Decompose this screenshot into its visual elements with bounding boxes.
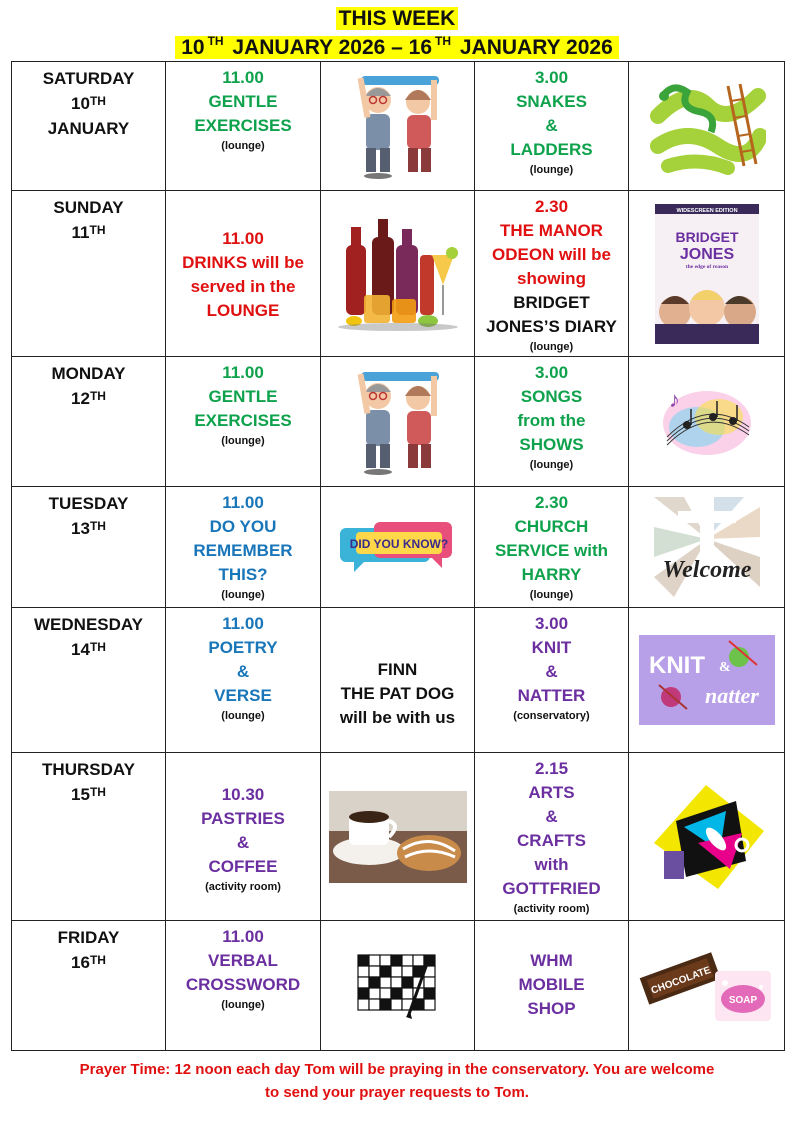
day-cell [12, 753, 166, 921]
day-number: 13 [71, 519, 90, 538]
activity-line: 3.00 [534, 68, 569, 87]
activity-line: 2.30 [534, 197, 569, 216]
morning-activity-cell [166, 608, 321, 753]
knit-natter-icon [629, 635, 784, 725]
morning-activity-cell [166, 357, 321, 487]
middle-event-line: will be with us [339, 708, 456, 727]
day-number: 11 [71, 223, 90, 242]
day-name: THURSDAY [42, 760, 135, 779]
afternoon-picture-cell [629, 487, 785, 608]
snakes-ladders-icon [629, 76, 784, 176]
middle-event-line: THE PAT DOG [340, 684, 455, 703]
drinks-icon [321, 215, 474, 333]
location-label: (lounge) [221, 710, 265, 722]
day-cell [12, 357, 166, 487]
activity-line: 2.15 [534, 759, 569, 778]
location-label: (lounge) [221, 435, 265, 447]
natter-text: natter [704, 683, 759, 708]
afternoon-activity-cell [475, 62, 629, 191]
morning-activity-cell [166, 487, 321, 608]
day-name: FRIDAY [57, 928, 120, 947]
activity-line: SERVICE with [494, 541, 609, 560]
welcome-text: Welcome [662, 557, 751, 583]
day-name: MONDAY [51, 364, 126, 383]
prayer-time-footer [0, 1058, 794, 1104]
activity-line: 11.00 [222, 493, 264, 512]
morning-picture-cell [321, 753, 475, 921]
activity-line: 11.00 [222, 68, 264, 87]
activity-line: COFFEE [208, 857, 278, 876]
activity-line: SNAKES [516, 92, 587, 111]
afternoon-activity-cell [475, 191, 629, 357]
location-label: (activity room) [513, 903, 590, 915]
activity-line: 3.00 [534, 614, 569, 633]
poster-title-2: JONES [679, 245, 734, 263]
day-suffix: TH [89, 953, 106, 967]
activity-line: SHOP [527, 999, 576, 1018]
afternoon-picture-cell [629, 608, 785, 753]
activity-line: LOUNGE [206, 301, 280, 320]
activity-line: 2.30 [534, 493, 569, 512]
day-row [12, 62, 785, 191]
activity-line: GOTTFRIED [502, 879, 601, 898]
weekly-schedule-table [11, 61, 785, 1051]
morning-activity-cell [166, 191, 321, 357]
footer-line-1: Prayer Time: 12 noon each day Tom will be praying in the conservatory. You are welcome [79, 1061, 715, 1078]
day-row [12, 608, 785, 753]
activity-line: served in the [190, 277, 296, 296]
activity-line: PASTRIES [201, 809, 285, 828]
activity-line: GENTLE [208, 92, 278, 111]
location-label: (lounge) [221, 140, 265, 152]
activity-line: 11.00 [222, 363, 264, 382]
activity-line: ODEON will be [491, 245, 612, 264]
location-label: (activity room) [205, 881, 281, 893]
day-name: WEDNESDAY [34, 615, 143, 634]
activity-line: ARTS [528, 783, 575, 802]
activity-line: EXERCISES [194, 116, 292, 135]
day-cell [12, 191, 166, 357]
day-row [12, 357, 785, 487]
day-row [12, 487, 785, 608]
morning-picture-cell [321, 608, 475, 753]
day-cell [12, 921, 166, 1051]
day-number: 14 [71, 640, 90, 659]
afternoon-picture-cell [629, 357, 785, 487]
knit-amp: & [718, 660, 731, 675]
day-name: SUNDAY [53, 198, 124, 217]
film-title-line: JONES’S DIARY [486, 317, 617, 336]
day-name: TUESDAY [48, 494, 129, 513]
day-row [12, 921, 785, 1051]
activity-line: from the [517, 411, 586, 430]
morning-picture-cell [321, 357, 475, 487]
middle-event-line: FINN [377, 660, 418, 679]
activity-line: with [534, 855, 569, 874]
activity-line: 3.00 [534, 363, 569, 382]
footer-line-2: to send your prayer requests to Tom. [265, 1084, 529, 1101]
day-month: JANUARY [47, 119, 130, 138]
activity-line: KNIT [531, 638, 572, 657]
day-suffix: TH [89, 94, 106, 108]
afternoon-activity-cell [475, 487, 629, 608]
activity-line: REMEMBER [193, 541, 293, 560]
activity-line: WHM [530, 951, 573, 970]
activity-line: EXERCISES [194, 411, 292, 430]
activity-line: 11.00 [222, 927, 264, 946]
activity-line: SONGS [520, 387, 583, 406]
arts-crafts-icon [629, 781, 784, 893]
activity-line: & [545, 116, 558, 135]
day-cell [12, 487, 166, 608]
morning-activity-cell [166, 921, 321, 1051]
chocolate-soap-icon [629, 941, 784, 1031]
poster-title-1: BRIDGET [675, 228, 738, 245]
title-this-week: THIS WEEK [0, 7, 794, 31]
activity-line: LADDERS [510, 140, 593, 159]
afternoon-picture-cell [629, 191, 785, 357]
afternoon-picture-cell [629, 62, 785, 191]
location-label: (lounge) [529, 341, 574, 353]
location-label: (lounge) [221, 589, 265, 601]
exercise-couple-icon [321, 366, 474, 478]
day-number: 10 [71, 94, 90, 113]
location-label: (lounge) [529, 589, 574, 601]
activity-line: POETRY [208, 638, 278, 657]
day-cell [12, 62, 166, 191]
knit-text: KNIT [648, 652, 705, 679]
activity-line: 11.00 [222, 229, 264, 248]
soap-text: SOAP [728, 994, 757, 1006]
day-suffix: TH [89, 640, 106, 654]
location-label: (lounge) [529, 164, 574, 176]
chocolate-text: CHOCOLATE [649, 964, 712, 997]
activity-line: VERBAL [208, 951, 278, 970]
day-name: SATURDAY [42, 69, 135, 88]
activity-line: SHOWS [519, 435, 584, 454]
location-label: (conservatory) [513, 710, 590, 722]
afternoon-picture-cell [629, 753, 785, 921]
morning-activity-cell [166, 62, 321, 191]
activity-line: MOBILE [518, 975, 585, 994]
music-notes-icon [629, 377, 784, 467]
activity-line: & [545, 662, 558, 681]
afternoon-activity-cell [475, 921, 629, 1051]
day-number: 15 [71, 785, 90, 804]
afternoon-picture-cell [629, 921, 785, 1051]
morning-picture-cell [321, 62, 475, 191]
did-you-know-icon [321, 518, 474, 576]
morning-picture-cell [321, 921, 475, 1051]
activity-line: CROSSWORD [185, 975, 301, 994]
location-label: (lounge) [529, 459, 574, 471]
exercise-couple-icon [321, 70, 474, 182]
location-label: (lounge) [221, 999, 265, 1011]
did-you-know-text: DID YOU KNOW? [349, 537, 448, 551]
day-row [12, 191, 785, 357]
day-number: 16 [71, 953, 90, 972]
activity-line: 10.30 [221, 785, 265, 804]
film-title-line: BRIDGET [513, 293, 590, 312]
activity-line: HARRY [521, 565, 582, 584]
activity-line: & [236, 662, 250, 681]
activity-line: VERSE [214, 686, 272, 705]
crossword-icon [321, 951, 474, 1021]
activity-line: GENTLE [208, 387, 278, 406]
title-date-range: 10 $^{TH}$ JANUARY 2026 – 16 $^{TH}$ JANUARY 2026 [0, 36, 794, 60]
day-suffix: TH [89, 785, 106, 799]
afternoon-activity-cell [475, 753, 629, 921]
welcome-cross-icon [629, 497, 784, 597]
activity-line: showing [517, 269, 586, 288]
day-suffix: TH [89, 519, 106, 533]
activity-line: 11.00 [222, 614, 264, 633]
activity-line: & [236, 833, 250, 852]
activity-line: DRINKS will be [182, 253, 304, 272]
day-number: 12 [71, 389, 90, 408]
afternoon-activity-cell [475, 608, 629, 753]
svg-text:♪: ♪ [668, 386, 680, 412]
activity-line: THIS? [218, 565, 268, 584]
day-suffix: TH [89, 389, 106, 403]
poster-tagline: the edge of reason [685, 263, 728, 270]
day-suffix: TH [89, 223, 106, 237]
day-cell [12, 608, 166, 753]
activity-line: DO YOU [209, 517, 277, 536]
day-row [12, 753, 785, 921]
activity-line: NATTER [517, 686, 586, 705]
poster-top-text: WIDESCREEN EDITION [675, 207, 738, 214]
activity-line: THE MANOR [500, 221, 603, 240]
activity-line: & [545, 807, 558, 826]
activity-line: CRAFTS [517, 831, 586, 850]
morning-picture-cell [321, 191, 475, 357]
morning-picture-cell [321, 487, 475, 608]
morning-activity-cell [166, 753, 321, 921]
movie-poster-icon [629, 204, 784, 344]
activity-line: CHURCH [514, 517, 589, 536]
afternoon-activity-cell [475, 357, 629, 487]
coffee-pastry-icon [321, 791, 474, 883]
